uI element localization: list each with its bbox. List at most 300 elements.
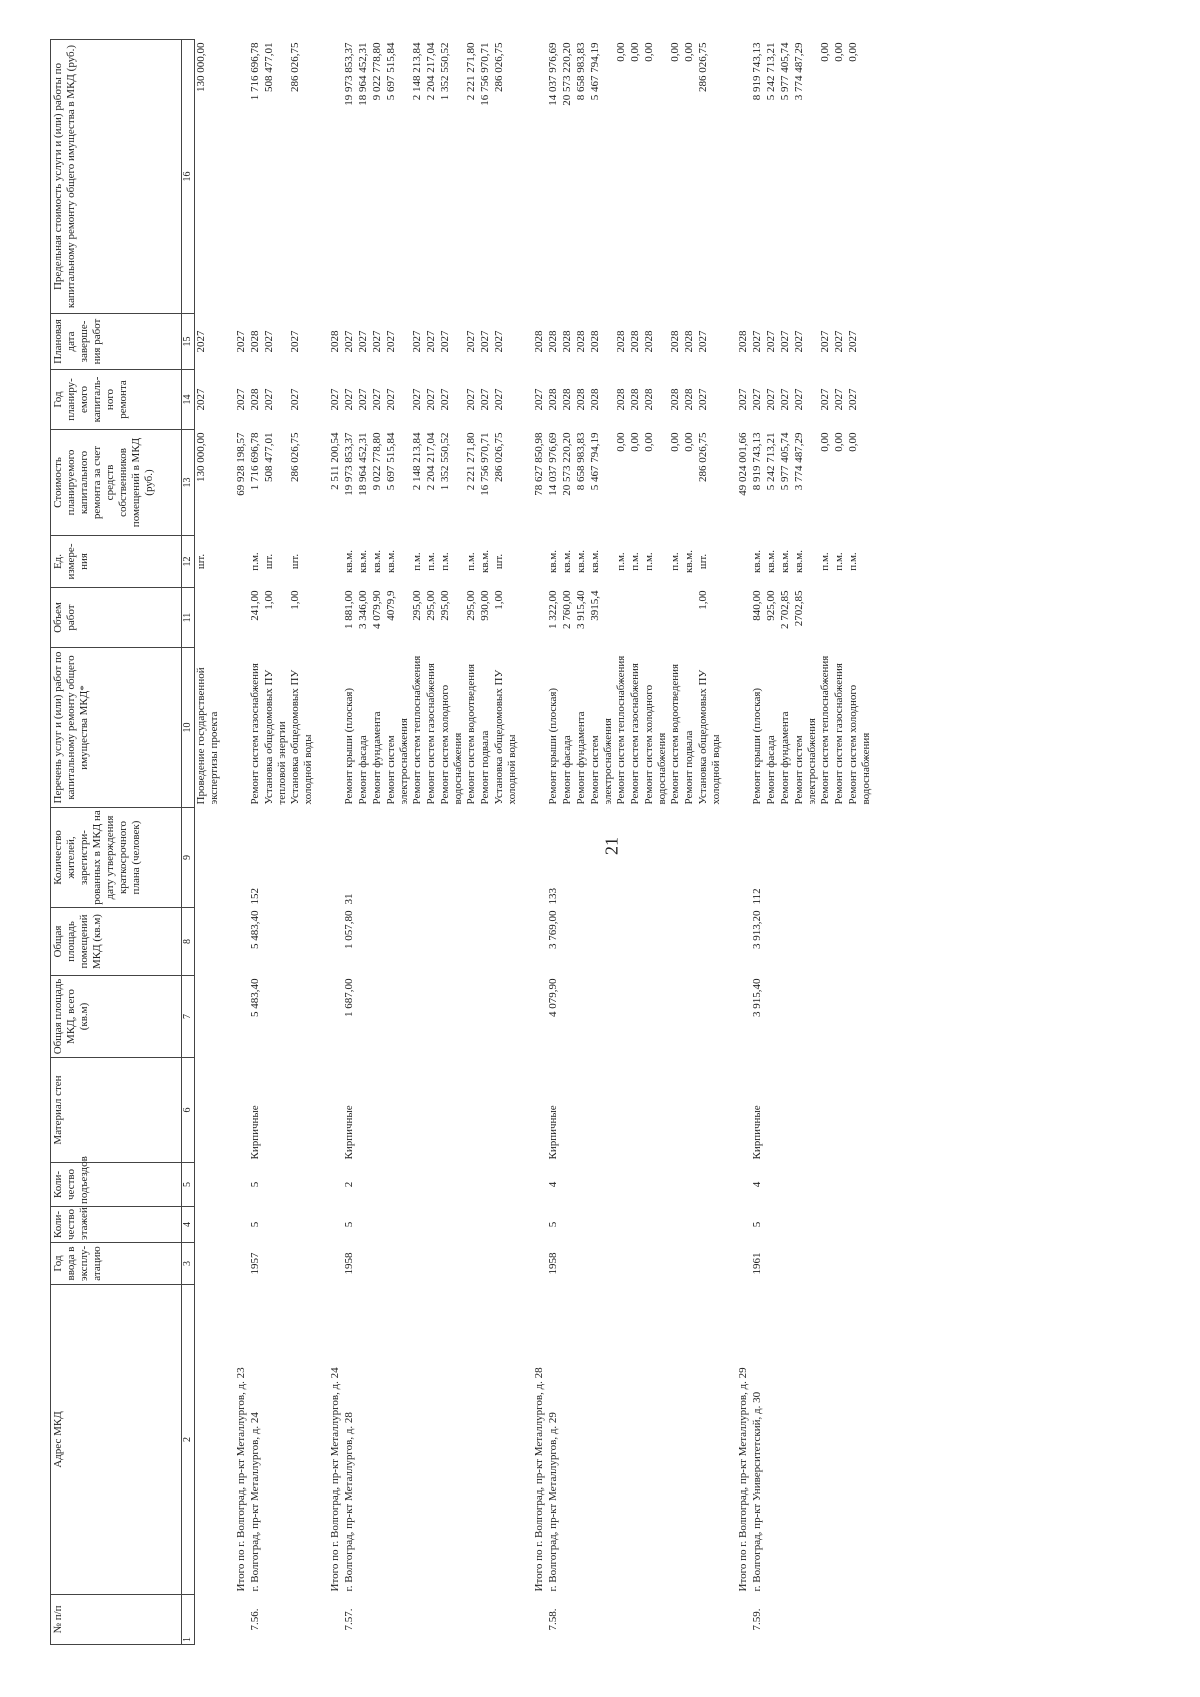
header-col-5: Коли-чество подъездов xyxy=(51,1163,182,1207)
cell-col-7 xyxy=(371,976,385,1058)
cell-col-2 xyxy=(371,1285,385,1595)
cell-col-16: 14 037 976,69 xyxy=(547,42,559,106)
cell-col-13: 0,00 xyxy=(819,432,831,452)
cell-col-5 xyxy=(235,1163,249,1207)
cell-col-2: Итого по г. Волгоград, пр-кт Металлургов, д. 23 xyxy=(235,1367,247,1592)
cell-col-10: Ремонт фундамента xyxy=(575,711,587,805)
column-number: 14 xyxy=(182,370,195,430)
total-row xyxy=(235,40,249,1645)
cell-col-4 xyxy=(847,1207,873,1243)
cell-col-13: 1 716 696,78 xyxy=(249,432,261,491)
cell-col-9 xyxy=(683,808,697,908)
cell-col-6 xyxy=(833,1058,847,1163)
cell-col-9 xyxy=(575,808,589,908)
table-row xyxy=(465,40,479,1645)
cell-col-5 xyxy=(615,1163,629,1207)
cell-col-4 xyxy=(683,1207,697,1243)
cell-col-1 xyxy=(697,1595,723,1645)
cell-col-13: 8 658 983,83 xyxy=(575,432,587,491)
cell-col-1 xyxy=(263,1595,289,1645)
cell-col-1 xyxy=(439,1595,465,1645)
cell-col-11: 1,00 xyxy=(289,590,301,610)
cell-col-10: Ремонт фасада xyxy=(357,735,369,805)
cell-col-7 xyxy=(697,976,723,1058)
cell-col-14: 2027 xyxy=(847,388,859,411)
cell-col-5 xyxy=(683,1163,697,1207)
cell-col-11 xyxy=(329,588,343,648)
cell-col-5 xyxy=(793,1163,819,1207)
cell-col-8 xyxy=(833,908,847,976)
cell-col-13: 2 204 217,04 xyxy=(425,432,437,491)
cell-col-15: 2027 xyxy=(235,330,247,353)
cell-col-6 xyxy=(669,1058,683,1163)
cell-col-15: 2027 xyxy=(465,330,477,353)
cell-col-4 xyxy=(589,1207,615,1243)
cell-col-16: 0,00 xyxy=(683,42,695,62)
column-number: 13 xyxy=(182,430,195,536)
cell-col-7 xyxy=(765,976,779,1058)
cell-col-3 xyxy=(629,1243,643,1285)
table-row xyxy=(589,40,615,1645)
cell-col-10: Ремонт фундамента xyxy=(779,711,791,805)
cell-col-4 xyxy=(371,1207,385,1243)
cell-col-1 xyxy=(329,1595,343,1645)
cell-col-11 xyxy=(819,588,833,648)
cell-col-12: кв.м. xyxy=(547,550,559,573)
table-row xyxy=(847,40,873,1645)
cell-col-3 xyxy=(615,1243,629,1285)
cell-col-15: 2027 xyxy=(371,330,383,353)
cell-col-9 xyxy=(465,808,479,908)
cell-col-12: кв.м. xyxy=(343,550,355,573)
cell-col-3: 1958 xyxy=(547,1252,559,1275)
cell-col-16: 508 477,01 xyxy=(263,42,275,92)
cell-col-13: 0,00 xyxy=(629,432,641,452)
table-row xyxy=(493,40,519,1645)
cell-col-14: 2027 xyxy=(737,388,749,411)
table-row xyxy=(195,40,222,1645)
cell-col-4 xyxy=(779,1207,793,1243)
cell-col-13: 3 774 487,29 xyxy=(793,432,805,491)
header-col-11: Объем работ xyxy=(51,588,182,648)
cell-col-3 xyxy=(765,1243,779,1285)
cell-col-5 xyxy=(833,1163,847,1207)
table-row xyxy=(751,40,765,1645)
cell-col-6 xyxy=(385,1058,411,1163)
table-row xyxy=(249,40,263,1645)
header-col-4: Коли-чество этажей xyxy=(51,1207,182,1243)
cell-col-8 xyxy=(263,908,289,976)
cell-col-14: 2027 xyxy=(289,388,301,411)
cell-col-4 xyxy=(195,1207,222,1243)
cell-col-16: 19 973 853,37 xyxy=(343,42,355,106)
cell-col-2 xyxy=(643,1285,669,1595)
table-row xyxy=(357,40,371,1645)
cell-col-7 xyxy=(561,976,575,1058)
cell-col-1 xyxy=(847,1595,873,1645)
cell-col-2 xyxy=(479,1285,493,1595)
cell-col-11 xyxy=(669,588,683,648)
cell-col-14: 2027 xyxy=(751,388,763,411)
cell-col-2 xyxy=(615,1285,629,1595)
cell-col-14: 2028 xyxy=(669,388,681,411)
cell-col-7 xyxy=(615,976,629,1058)
cell-col-5 xyxy=(289,1163,315,1207)
cell-col-6 xyxy=(439,1058,465,1163)
cell-col-15: 2027 xyxy=(819,330,831,353)
cell-col-6 xyxy=(697,1058,723,1163)
cell-col-12: п.м. xyxy=(249,552,261,571)
cell-col-10: Ремонт фасада xyxy=(561,735,573,805)
cell-col-4 xyxy=(697,1207,723,1243)
cell-col-11: 840,00 xyxy=(751,590,763,621)
cell-col-12: кв.м. xyxy=(751,550,763,573)
cell-col-2: Итого по г. Волгоград, пр-кт Металлургов, д. 24 xyxy=(329,1367,341,1592)
cell-col-4 xyxy=(385,1207,411,1243)
cell-col-6 xyxy=(357,1058,371,1163)
cell-col-14: 2027 xyxy=(493,388,505,411)
cell-col-9 xyxy=(589,808,615,908)
cell-col-11: 1 322,00 xyxy=(547,590,559,629)
cell-col-1 xyxy=(793,1595,819,1645)
cell-col-2 xyxy=(575,1285,589,1595)
cell-col-5 xyxy=(533,1163,547,1207)
table-row xyxy=(669,40,683,1645)
cell-col-7 xyxy=(575,976,589,1058)
cell-col-13: 286 026,75 xyxy=(493,432,505,482)
cell-col-9 xyxy=(765,808,779,908)
cell-col-6 xyxy=(561,1058,575,1163)
cell-col-13: 8 919 743,13 xyxy=(751,432,763,491)
cell-col-13: 18 964 452,31 xyxy=(357,432,369,496)
cell-col-2: Итого по г. Волгоград, пр-кт Металлургов, д. 28 xyxy=(533,1367,545,1592)
cell-col-7 xyxy=(263,976,289,1058)
cell-col-11: 295,00 xyxy=(465,590,477,621)
cell-col-2 xyxy=(847,1285,873,1595)
cell-col-7 xyxy=(819,976,833,1058)
cell-col-6 xyxy=(847,1058,873,1163)
cell-col-7 xyxy=(195,976,222,1058)
cell-col-16: 0,00 xyxy=(847,42,859,62)
cell-col-1: 7.56. xyxy=(249,1608,261,1631)
cell-col-12: шт. xyxy=(697,553,709,570)
cell-col-9 xyxy=(385,808,411,908)
cell-col-12 xyxy=(329,536,343,588)
cell-col-15: 2028 xyxy=(669,330,681,353)
cell-col-7: 1 687,00 xyxy=(343,978,355,1017)
cell-col-13: 9 022 778,80 xyxy=(371,432,383,491)
cell-col-3 xyxy=(439,1243,465,1285)
cell-col-2: Итого по г. Волгоград, пр-кт Металлургов, д. 29 xyxy=(737,1367,749,1592)
cell-col-7 xyxy=(737,976,751,1058)
header-col-2: Адрес МКД xyxy=(51,1285,182,1595)
cell-col-12: кв.м. xyxy=(589,550,601,573)
cell-col-2: г. Волгоград, пр-кт Университетский, д. 30 xyxy=(751,1391,763,1592)
cell-col-16: 2 204 217,04 xyxy=(425,42,437,101)
cell-col-9 xyxy=(195,808,222,908)
spacer-row xyxy=(723,40,737,1645)
cell-col-10: Ремонт систем холодного водоснабжения xyxy=(847,684,872,805)
cell-col-13: 1 352 550,52 xyxy=(439,432,451,491)
cell-col-6 xyxy=(765,1058,779,1163)
cell-col-7 xyxy=(385,976,411,1058)
cell-col-3 xyxy=(793,1243,819,1285)
cell-col-16: 0,00 xyxy=(833,42,845,62)
header-col-15: Плановая дата заверше-ния работ xyxy=(51,314,182,370)
cell-col-15: 2027 xyxy=(479,330,491,353)
cell-col-11 xyxy=(683,588,697,648)
cell-col-6 xyxy=(235,1058,249,1163)
cell-col-12: кв.м. xyxy=(479,550,491,573)
column-number-row xyxy=(182,40,195,1645)
cell-col-8 xyxy=(479,908,493,976)
cell-col-5: 5 xyxy=(249,1181,261,1188)
cell-col-13: 130 000,00 xyxy=(195,432,207,482)
cell-col-10: Ремонт систем теплоснабжения xyxy=(615,655,627,805)
cell-col-16: 20 573 220,20 xyxy=(561,42,573,106)
cell-col-3 xyxy=(289,1243,315,1285)
cell-col-5 xyxy=(765,1163,779,1207)
cell-col-4 xyxy=(737,1207,751,1243)
cell-col-7 xyxy=(493,976,519,1058)
cell-col-7: 3 915,40 xyxy=(751,978,763,1017)
table-row xyxy=(819,40,833,1645)
cell-col-6 xyxy=(329,1058,343,1163)
cell-col-16: 0,00 xyxy=(629,42,641,62)
cell-col-10: Ремонт систем теплоснабжения xyxy=(411,655,423,805)
cell-col-7 xyxy=(589,976,615,1058)
column-number: 7 xyxy=(182,976,195,1058)
cell-col-3 xyxy=(589,1243,615,1285)
cell-col-2 xyxy=(697,1285,723,1595)
cell-col-8 xyxy=(589,908,615,976)
cell-col-5 xyxy=(465,1163,479,1207)
header-col-8: Общая площадь помещений МКД (кв.м) xyxy=(51,908,182,976)
cell-col-3: 1961 xyxy=(751,1252,763,1275)
cell-col-2 xyxy=(385,1285,411,1595)
cell-col-12: шт. xyxy=(263,553,275,570)
column-number: 9 xyxy=(182,808,195,908)
cell-col-7 xyxy=(629,976,643,1058)
cell-col-5 xyxy=(411,1163,425,1207)
cell-col-15: 2028 xyxy=(737,330,749,353)
cell-col-11: 295,00 xyxy=(411,590,423,621)
cell-col-3 xyxy=(819,1243,833,1285)
column-number: 5 xyxy=(182,1163,195,1207)
cell-col-2 xyxy=(561,1285,575,1595)
cell-col-9 xyxy=(833,808,847,908)
cell-col-5 xyxy=(439,1163,465,1207)
cell-col-12: кв.м. xyxy=(793,550,805,573)
cell-col-16: 2 148 213,84 xyxy=(411,42,423,101)
cell-col-13: 508 477,01 xyxy=(263,432,275,482)
cell-col-5 xyxy=(589,1163,615,1207)
cell-col-3 xyxy=(669,1243,683,1285)
cell-col-3 xyxy=(533,1243,547,1285)
cell-col-2: г. Волгоград, пр-кт Металлургов, д. 24 xyxy=(249,1412,261,1592)
cell-col-15: 2027 xyxy=(833,330,845,353)
cell-col-11 xyxy=(533,588,547,648)
table-row xyxy=(439,40,465,1645)
cell-col-11 xyxy=(629,588,643,648)
cell-col-9 xyxy=(357,808,371,908)
cell-col-7 xyxy=(669,976,683,1058)
cell-col-15: 2027 xyxy=(847,330,859,353)
cell-col-15: 2028 xyxy=(533,330,545,353)
table-row xyxy=(371,40,385,1645)
cell-col-14: 2027 xyxy=(371,388,383,411)
cell-col-2 xyxy=(765,1285,779,1595)
cell-col-14: 2027 xyxy=(833,388,845,411)
cell-col-12: шт. xyxy=(195,553,207,570)
cell-col-15: 2028 xyxy=(547,330,559,353)
cell-col-11: 3915,4 xyxy=(589,590,601,621)
cell-col-8 xyxy=(819,908,833,976)
cell-col-6 xyxy=(793,1058,819,1163)
cell-col-8 xyxy=(779,908,793,976)
cell-col-3 xyxy=(235,1243,249,1285)
cell-col-14: 2027 xyxy=(465,388,477,411)
cell-col-9 xyxy=(493,808,519,908)
spacer-row xyxy=(221,40,235,1645)
cell-col-5 xyxy=(561,1163,575,1207)
cell-col-10: Ремонт фундамента xyxy=(371,711,383,805)
cell-col-11: 4079,9 xyxy=(385,590,397,621)
cell-col-14: 2028 xyxy=(589,388,601,411)
cell-col-1 xyxy=(589,1595,615,1645)
cell-col-9 xyxy=(371,808,385,908)
cell-col-4 xyxy=(235,1207,249,1243)
cell-col-10: Ремонт систем газоснабжения xyxy=(629,663,641,805)
table-row xyxy=(343,40,357,1645)
cell-col-6 xyxy=(819,1058,833,1163)
table-row xyxy=(615,40,629,1645)
cell-col-12: кв.м. xyxy=(561,550,573,573)
cell-col-7 xyxy=(793,976,819,1058)
cell-col-3 xyxy=(683,1243,697,1285)
table-row xyxy=(643,40,669,1645)
cell-col-6: Кирпичные xyxy=(547,1105,559,1160)
cell-col-14: 2027 xyxy=(779,388,791,411)
rotated-table-wrapper xyxy=(50,40,1170,1645)
cell-col-9: 31 xyxy=(343,893,355,905)
cell-col-16: 8 919 743,13 xyxy=(751,42,763,101)
cell-col-14: 2028 xyxy=(547,388,559,411)
table-row xyxy=(629,40,643,1645)
cell-col-15: 2027 xyxy=(425,330,437,353)
cell-col-11: 1,00 xyxy=(697,590,709,610)
cell-col-12: шт. xyxy=(289,553,301,570)
cell-col-15: 2027 xyxy=(751,330,763,353)
cell-col-9 xyxy=(263,808,289,908)
cell-col-13: 0,00 xyxy=(643,432,655,452)
cell-col-16: 286 026,75 xyxy=(697,42,709,92)
cell-col-9 xyxy=(643,808,669,908)
column-number: 1 xyxy=(182,1595,195,1645)
cell-col-10: Ремонт систем холодного водоснабжения xyxy=(643,684,668,805)
cell-col-9 xyxy=(779,808,793,908)
spacer-row xyxy=(519,40,533,1645)
cell-col-9 xyxy=(329,808,343,908)
cell-col-15: 2027 xyxy=(493,330,505,353)
cell-col-7 xyxy=(411,976,425,1058)
cell-col-9 xyxy=(439,808,465,908)
cell-col-6 xyxy=(575,1058,589,1163)
cell-col-5 xyxy=(643,1163,669,1207)
cell-col-15: 2027 xyxy=(765,330,777,353)
cell-col-5 xyxy=(737,1163,751,1207)
table-row xyxy=(561,40,575,1645)
cell-col-10 xyxy=(737,648,751,808)
cell-col-10 xyxy=(329,648,343,808)
cell-col-3 xyxy=(493,1243,519,1285)
cell-col-14: 2028 xyxy=(643,388,655,411)
cell-col-2 xyxy=(779,1285,793,1595)
cell-col-8 xyxy=(289,908,315,976)
cell-col-4 xyxy=(669,1207,683,1243)
cell-col-12: шт. xyxy=(493,553,505,570)
cell-col-10 xyxy=(533,648,547,808)
cell-col-11: 2 702,85 xyxy=(779,590,791,629)
table-row xyxy=(289,40,315,1645)
column-number: 16 xyxy=(182,40,195,314)
cell-col-16: 5 467 794,19 xyxy=(589,42,601,101)
cell-col-4 xyxy=(479,1207,493,1243)
cell-col-5 xyxy=(697,1163,723,1207)
cell-col-16: 0,00 xyxy=(819,42,831,62)
cell-col-16: 8 658 983,83 xyxy=(575,42,587,101)
cell-col-8 xyxy=(329,908,343,976)
table-row xyxy=(765,40,779,1645)
header-col-10: Перечень услуг и (или) работ по капитальному ремонту общего имущества МКД* xyxy=(51,648,182,808)
cell-col-14: 2027 xyxy=(411,388,423,411)
header-col-1: № п/п xyxy=(51,1595,182,1645)
cell-col-13: 0,00 xyxy=(833,432,845,452)
cell-col-14: 2028 xyxy=(249,388,261,411)
cell-col-1 xyxy=(425,1595,439,1645)
cell-col-6 xyxy=(779,1058,793,1163)
cell-col-12: п.м. xyxy=(615,552,627,571)
cell-col-13: 2 221 271,80 xyxy=(465,432,477,491)
cell-col-15: 2027 xyxy=(779,330,791,353)
cell-col-9 xyxy=(615,808,629,908)
cell-col-11 xyxy=(737,588,751,648)
cell-col-10: Ремонт систем холодного водоснабжения xyxy=(439,684,464,805)
cell-col-11 xyxy=(615,588,629,648)
cell-col-15: 2028 xyxy=(615,330,627,353)
cell-col-8 xyxy=(357,908,371,976)
cell-col-14: 2027 xyxy=(793,388,805,411)
cell-col-13: 69 928 198,57 xyxy=(235,432,247,496)
cell-col-11: 3 915,40 xyxy=(575,590,587,629)
cell-col-15: 2028 xyxy=(561,330,573,353)
cell-col-12: кв.м. xyxy=(575,550,587,573)
column-number: 15 xyxy=(182,314,195,370)
cell-col-11 xyxy=(847,588,873,648)
cell-col-8 xyxy=(575,908,589,976)
cell-col-1 xyxy=(629,1595,643,1645)
cell-col-9 xyxy=(629,808,643,908)
cell-col-16: 5 977 405,74 xyxy=(779,42,791,101)
cell-col-8 xyxy=(385,908,411,976)
cell-col-1 xyxy=(235,1595,249,1645)
cell-col-14: 2027 xyxy=(533,388,545,411)
cell-col-7 xyxy=(779,976,793,1058)
cell-col-13: 286 026,75 xyxy=(289,432,301,482)
cell-col-2 xyxy=(289,1285,315,1595)
cell-col-16 xyxy=(235,40,249,314)
cell-col-12 xyxy=(737,536,751,588)
